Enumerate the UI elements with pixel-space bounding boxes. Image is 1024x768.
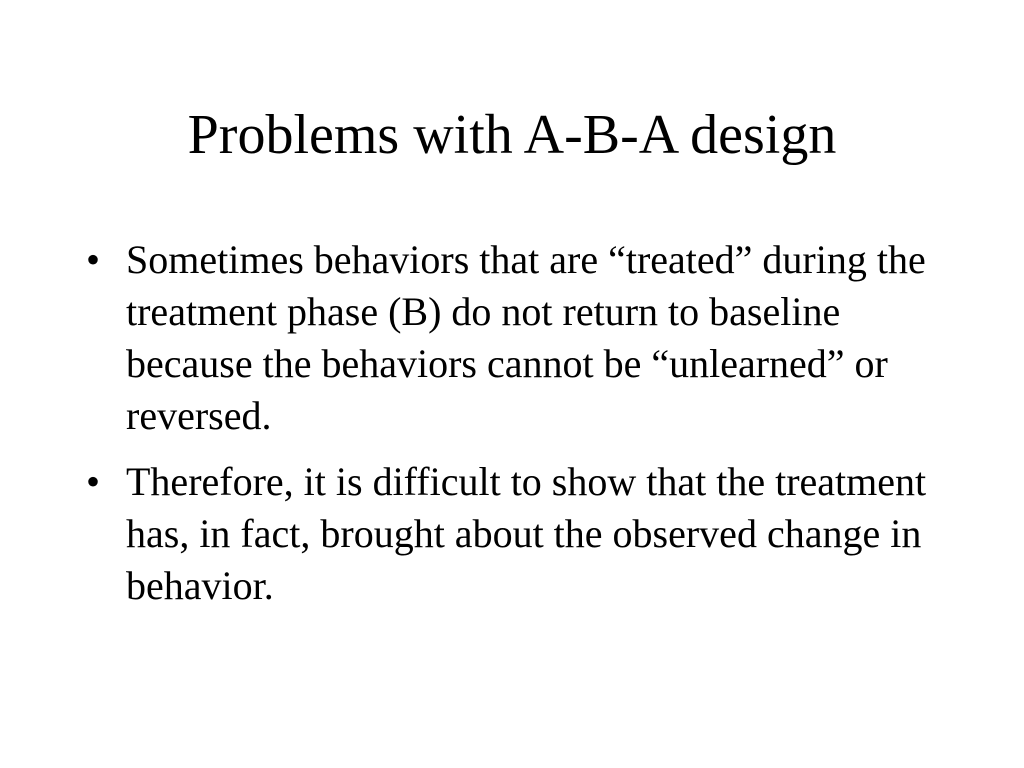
slide-title: Problems with A-B-A design [187, 104, 837, 166]
bullet-icon: • [86, 459, 101, 504]
bullet-icon: • [86, 237, 101, 282]
bullet-item [86, 234, 966, 442]
bullet-text: Sometimes behaviors that are “treated” during the treatment phase (B) do not return to baseline because the behaviors cannot be “unlearned” or reversed. [126, 237, 926, 438]
bullet-list [86, 234, 966, 626]
bullet-item [86, 456, 966, 612]
bullet-text: Therefore, it is difficult to show that the treatment has, in fact, brought about the observed change in behavior. [126, 459, 927, 608]
